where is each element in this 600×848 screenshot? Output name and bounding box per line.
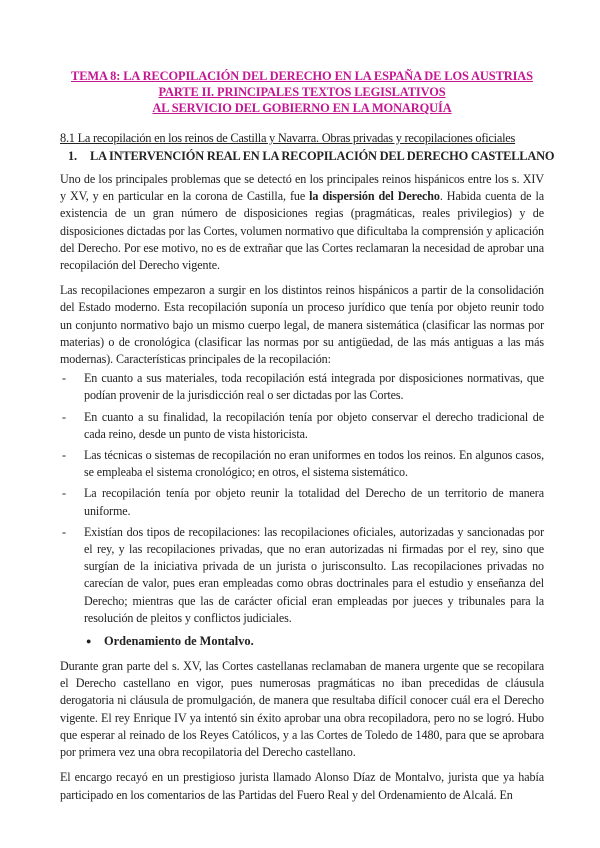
list-item-text: En cuanto a sus materiales, toda recopilación está integrada por disposiciones normativas, que podían provenir de la jurisdicción real o ser dictadas por las Cortes. <box>84 371 544 403</box>
list-item-text: Las técnicas o sistemas de recopilación no eran uniformes en todos los reinos. En algunos casos, se empleaba el sistema cronológico; en otros, el sistema sistemático. <box>84 448 544 480</box>
paragraph-1-bold: la dispersión del Derecho <box>309 189 440 204</box>
paragraph-3: Durante gran parte del s. XV, las Cortes castellanas reclamaban de manera urgente que se recopilara el Derecho castellano en vigor, pues numerosas pragmáticas no iban precedidas de cláusula derogatoria ni cláusula de promulgación, de manera que resultaba difícil conocer cuál era el Derecho vigente. El rey Enrique IV ya intentó sin éxito aprobar una obra recopiladora, pero no se logró. Hubo que esperar al reinado de los Reyes Católicos, y a las Cortes de Toledo de 1480, para que se aprobara por primera vez una obra recopilatoria del Derecho castellano. <box>60 659 544 760</box>
bullet-heading-text: Ordenamiento de Montalvo. <box>104 634 254 649</box>
characteristics-list <box>60 370 544 627</box>
title-line-1: TEMA 8: LA RECOPILACIÓN DEL DERECHO EN LA ESPAÑA DE LOS AUSTRIAS <box>71 69 533 83</box>
list-item-text: Existían dos tipos de recopilaciones: las recopilaciones oficiales, autorizadas y sancionadas por el rey, y las recopilaciones privadas, que no eran autorizadas ni firmadas por el rey, sino que surgían de la iniciativa privada de un jurista o jurisconsulto. Las recopilaciones privadas no carecían de valor, pues eran empleadas como obras doctrinales para el estudio y enseñanza del Derecho; mientras que las de carácter oficial eran empleadas por jueces y tribunales para la resolución de pleitos y conflictos judiciales. <box>84 524 544 625</box>
list-item <box>60 370 544 404</box>
dash-marker: - <box>62 409 66 424</box>
list-item <box>60 409 544 443</box>
list-item <box>60 447 544 481</box>
subsection-heading <box>68 148 555 165</box>
list-item-text: En cuanto a su finalidad, la recopilación tenía por objeto conservar el derecho tradicional de cada reino, desde un punto de vista historicista. <box>84 409 544 441</box>
list-item <box>60 485 544 519</box>
subsection-title: LA INTERVENCIÓN REAL EN LA RECOPILACIÓN DEL DERECHO CASTELLANO <box>90 149 555 163</box>
title-line-3: AL SERVICIO DEL GOBIERNO EN LA MONARQUÍA <box>152 101 452 115</box>
list-item-text: La recopilación tenía por objeto reunir la totalidad del Derecho de un territorio de manera uniforme. <box>84 486 544 518</box>
bullet-heading <box>86 633 544 650</box>
paragraph-1-end: . Habida cuenta de la existencia de un gran número de disposiciones regias (pragmáticas, reales privilegios) y de disposiciones dictadas por las Cortes, volumen normativo que dificultaba la comprensión y aplicación del Derecho. Por ese motivo, no es de extrañar que las Cortes reclamaran la necesidad de aprobar una recopilación del Derecho vigente. <box>60 189 544 273</box>
document-page <box>60 68 555 812</box>
dash-marker: - <box>62 371 66 386</box>
section-heading: 8.1 La recopilación en los reinos de Castilla y Navarra. Obras privadas y recopilaciones oficiales <box>60 131 516 145</box>
dash-marker: - <box>62 486 66 501</box>
title-line-2: PARTE II. PRINCIPALES TEXTOS LEGISLATIVOS <box>158 85 446 99</box>
document-title-block <box>60 68 544 116</box>
paragraph-1-start: Uno de los principales problemas que se detectó en los principales reinos hispánicos entre los s. XIV y XV, y en particular en la corona de Castilla, fue <box>60 172 544 204</box>
dash-marker: - <box>62 448 66 463</box>
subsection-number: 1. <box>68 149 77 163</box>
list-item <box>60 524 544 627</box>
bullet-icon: ● <box>86 636 92 647</box>
paragraph-4: El encargo recayó en un prestigioso jurista llamado Alonso Díaz de Montalvo, jurista que ya había participado en los comentarios de las Partidas del Fuero Real y del Ordenamiento de Alcalá. En <box>60 770 544 802</box>
paragraph-2: Las recopilaciones empezaron a surgir en los distintos reinos hispánicos a partir de la consolidación del Estado moderno. Esta recopilación suponía un proceso jurídico que tenía por objeto reunir todo un conjunto normativo bajo un mismo cuerpo legal, de manera sistemática (clasificar las normas por materias) o de cronológica (clasificar las normas por su antigüedad, de las más antiguas a las más modernas). Características principales de la recopilación: <box>60 283 544 367</box>
dash-marker: - <box>62 524 66 539</box>
paragraph-1 <box>60 171 544 274</box>
